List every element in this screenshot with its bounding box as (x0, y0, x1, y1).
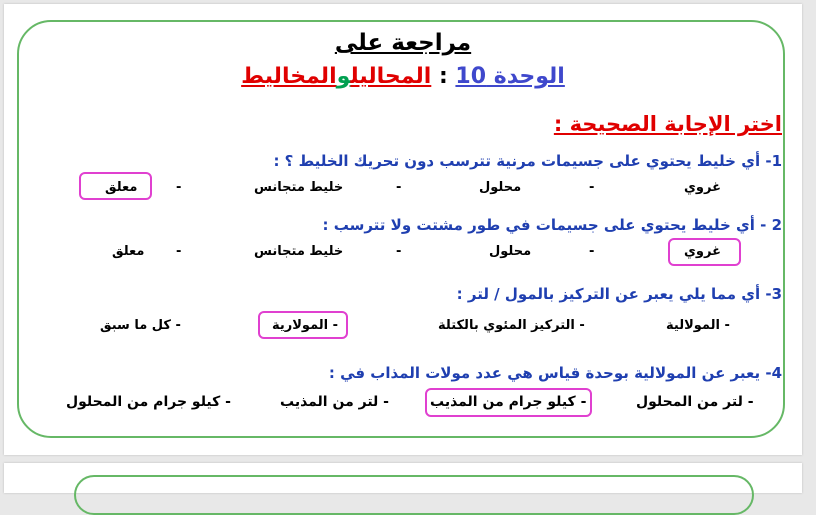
q1-dash: - (176, 180, 182, 195)
q3-option-molarity[interactable]: - المولارية (272, 318, 339, 333)
question-2 (322, 216, 782, 234)
question-number: 1- (765, 152, 782, 170)
green-rounded-frame (74, 475, 754, 515)
q3-option-mass-percent[interactable]: - التركيز المئوي بالكتلة (438, 318, 585, 333)
next-page (4, 463, 802, 493)
q4-option-kg-solution[interactable]: - كيلو جرام من المحلول (66, 394, 231, 410)
unit-number: الوحدة 10 (455, 64, 565, 89)
question-number: 3- (765, 285, 782, 303)
page-title: مراجعة على (334, 30, 472, 56)
q3-option-all-above[interactable]: - كل ما سبق (100, 318, 181, 333)
q4-option-liter-solution[interactable]: - لتر من المحلول (636, 394, 754, 410)
worksheet-page (4, 4, 802, 455)
q3-option-molality[interactable]: - المولالية (666, 318, 730, 333)
q2-dash: - (176, 244, 182, 259)
instruction-heading: اختر الإجابة الصحيحة : (553, 112, 782, 136)
question-number: 4- (765, 364, 782, 382)
q1-option-colloid[interactable]: غروي (684, 180, 721, 195)
unit-part-mixtures: المخاليط (241, 64, 337, 89)
q2-option-solution[interactable]: محلول (489, 244, 532, 259)
q1-dash: - (589, 180, 595, 195)
unit-heading (4, 64, 802, 89)
question-text: أي مما يلي يعبر عن التركيز بالمول / لتر : (456, 285, 761, 303)
question-1 (273, 152, 782, 170)
q2-option-homogeneous[interactable]: خليط متجانس (254, 244, 344, 259)
q1-dash: - (396, 180, 402, 195)
q2-dash: - (589, 244, 595, 259)
question-number: 2 - (760, 216, 782, 234)
question-4 (329, 364, 782, 382)
answer-highlight-box (79, 172, 152, 200)
answer-highlight-box (425, 388, 592, 417)
unit-colon: : (431, 64, 456, 89)
q4-option-liter-solvent[interactable]: - لتر من المذيب (280, 394, 389, 410)
q4-option-kg-solvent[interactable]: - كيلو جرام من المذيب (430, 394, 587, 410)
q2-option-suspension[interactable]: معلق (112, 244, 145, 259)
unit-part-solutions: المحاليل (350, 64, 432, 89)
answer-highlight-box (258, 311, 348, 339)
q1-option-homogeneous[interactable]: خليط متجانس (254, 180, 344, 195)
question-text: أي خليط يحتوي على جسيمات مرنية تترسب دون تحريك الخليط ؟ : (273, 152, 761, 170)
q1-option-suspension[interactable]: معلق (105, 180, 138, 195)
question-text: أي خليط يحتوي على جسيمات في طور مشتت ولا تترسب : (322, 216, 755, 234)
answer-highlight-box (668, 238, 741, 266)
q2-option-colloid[interactable]: غروي (684, 244, 721, 259)
q2-dash: - (396, 244, 402, 259)
question-text: يعبر عن المولالية بوحدة قياس هي عدد مولات المذاب في : (328, 364, 761, 382)
unit-and: و (336, 64, 351, 89)
question-3 (457, 285, 782, 303)
q1-option-solution[interactable]: محلول (479, 180, 522, 195)
